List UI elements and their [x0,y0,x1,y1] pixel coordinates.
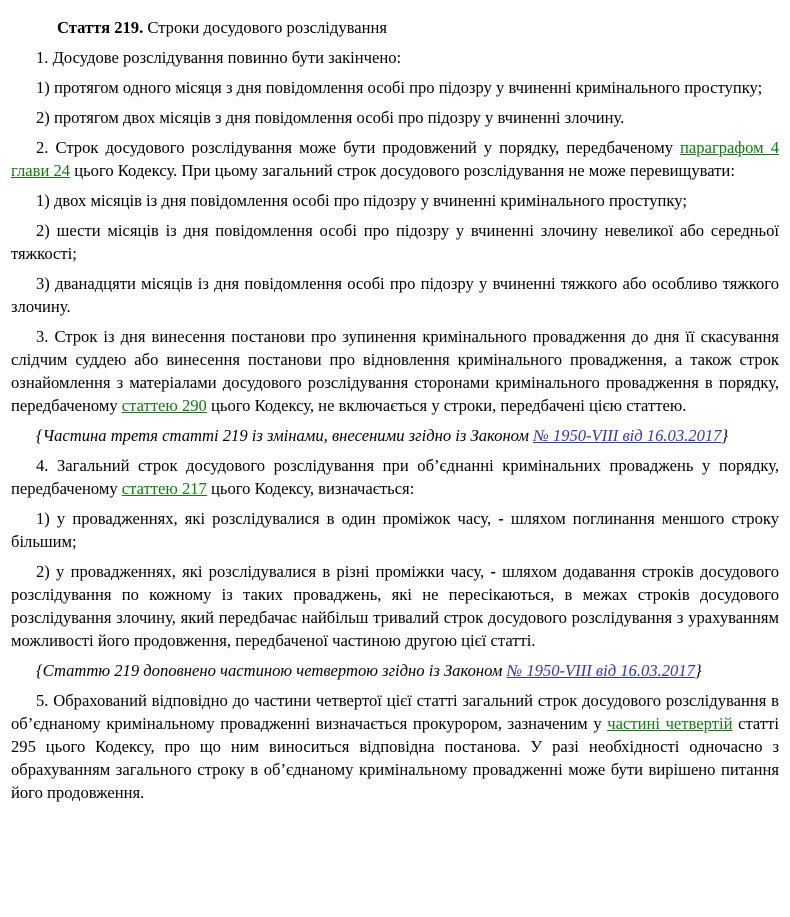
statute-reference-link[interactable]: частині четвертій [607,714,733,733]
article-paragraph [11,189,779,212]
text-run: 2) протягом двох місяців з дня повідомлення особі про підозру у вчиненні злочину. [36,108,625,127]
text-run: цього Кодексу, не включається у строки, передбачені цією статтею. [206,396,687,415]
text-run: Строки досудового розслідування [143,18,388,37]
text-run: 4. Загальний строк досудового розслідування при об’єднанні кримінальних проваджень у порядку, передбаченому [11,456,779,498]
text-run: 3) дванадцяти місяців із дня повідомлення особі про підозру у вчиненні тяжкого або особливо тяжкого злочину. [11,274,779,316]
law-reference-link[interactable]: № 1950-VIII від 16.03.2017 [506,661,695,680]
text-run: 3. Строк із дня винесення постанови про зупинення кримінального провадження до дня її скасування слідчим суддею або винесення постанови про відновлення кримінального провадження, а також строк ознайомлення з матеріалами досудового розслідування сторонами кримінального провадження в порядку, передбаченому [11,327,779,415]
text-run: {Статтю 219 доповнено частиною четвертою згідно із Законом [36,661,507,680]
article-paragraph [11,507,779,553]
text-run: 1. Досудове розслідування повинно бути закінчено: [36,48,402,67]
text-run: {Частина третя статті 219 із змінами, внесеними згідно із Законом [36,426,534,445]
bold-text-run: Стаття 219. [57,18,144,37]
text-run: 1) двох місяців із дня повідомлення особі про підозру у вчиненні кримінального проступку; [36,191,687,210]
article-paragraph [11,272,779,318]
article-paragraph [11,106,779,129]
article-paragraph [11,219,779,265]
amendment-note [11,659,779,682]
bold-text-run: - [490,562,496,581]
text-run: } [721,426,729,445]
amendment-note [11,424,779,447]
text-run: шляхом поглинання меншого строку більшим; [11,509,779,551]
statute-reference-link[interactable]: статтею 217 [121,479,207,498]
statute-reference-link[interactable]: статтею 290 [121,396,207,415]
text-run: 2. Строк досудового розслідування може бути продовжений у порядку, передбаченому [36,138,681,157]
statute-reference-link[interactable]: параграфом 4 глави 24 [11,138,779,180]
article-body [11,16,779,804]
article-paragraph [11,689,779,804]
text-run: } [694,661,702,680]
law-reference-link[interactable]: № 1950-VIII від 16.03.2017 [533,426,722,445]
bold-text-run: - [498,509,504,528]
article-paragraph [11,46,779,69]
text-run: шляхом додавання строків досудового розслідування по кожному із таких проваджень, які не пересікаються, в межах строків досудового розслідування злочину, який передбачає найбільш тривалий строк досудового розслідування з урахуванням можливості його продовження, передбаченої частиною другою цієї статті. [11,562,779,650]
text-run: цього Кодексу. При цьому загальний строк досудового розслідування не може перевищувати: [70,161,735,180]
text-run: статті 295 цього Кодексу, про що ним виноситься відповідна постанова. У разі необхідності одночасно з обрахуванням загального строку в об’єднаному кримінальному провадженні може бути вирішено питання його продовження. [11,714,779,802]
article-title [11,16,779,39]
text-run: 2) шести місяців із дня повідомлення особі про підозру у вчиненні злочину невеликої або середньої тяжкості; [11,221,779,263]
text-run: 5. Обрахований відповідно до частини четвертої цієї статті загальний строк досудового розслідування в об’єднаному кримінальному провадженні визначається прокурором, зазначеним у [11,691,779,733]
text-run: цього Кодексу, визначається: [206,479,415,498]
article-paragraph [11,76,779,99]
article-paragraph [11,325,779,417]
article-paragraph [11,136,779,182]
article-paragraph [11,454,779,500]
text-run: 1) у провадженнях, які розслідувалися в один проміжок часу, [36,509,499,528]
text-run: 2) у провадженнях, які розслідувалися в різні проміжки часу, [36,562,491,581]
text-run: 1) протягом одного місяця з дня повідомлення особі про підозру у вчиненні кримінального проступку; [36,78,763,97]
article-paragraph [11,560,779,652]
